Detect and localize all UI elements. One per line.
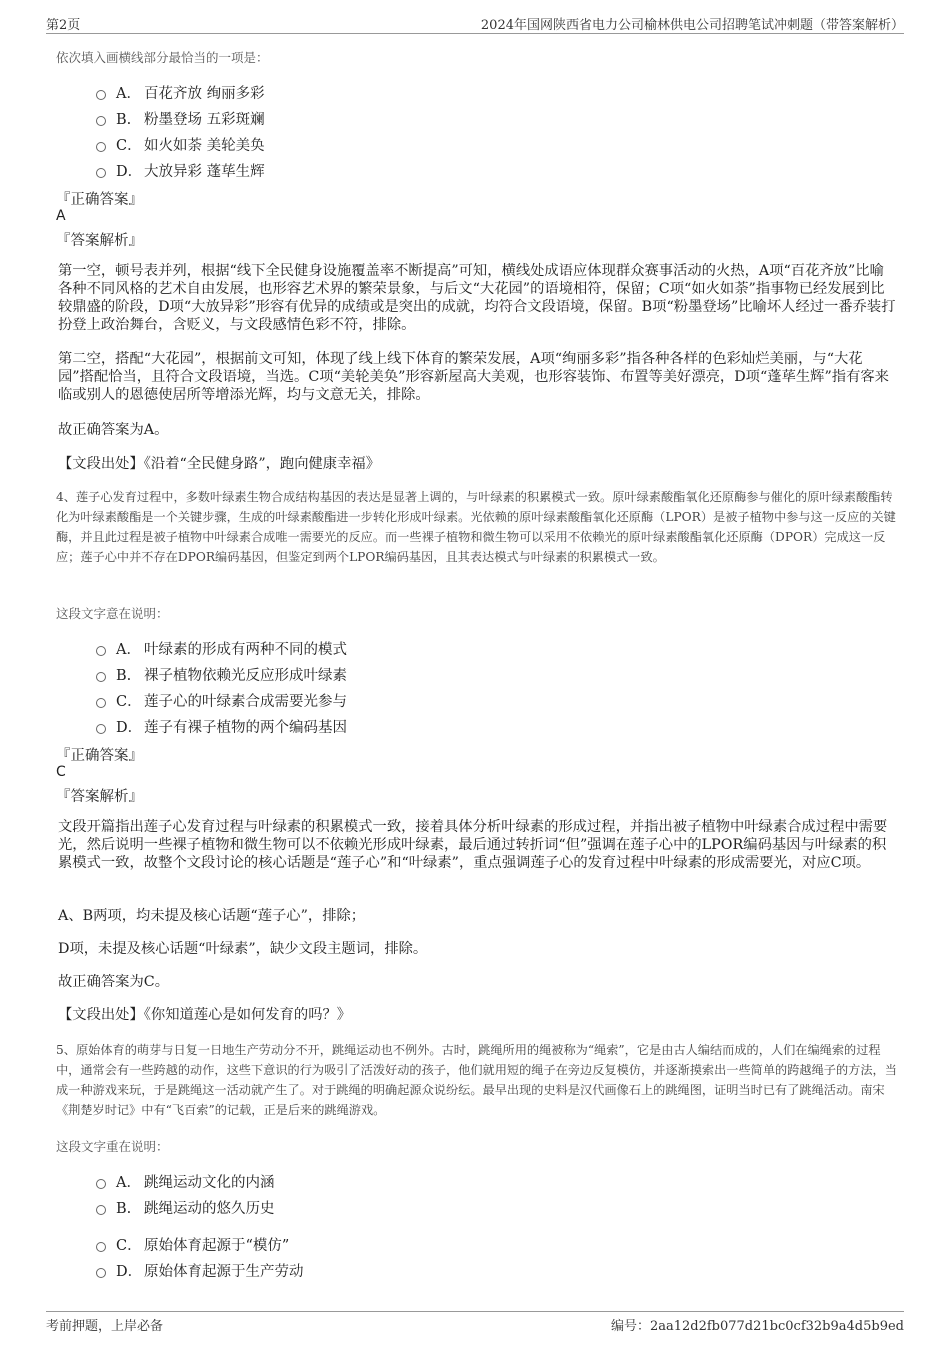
q3-analysis-label: 『答案解析』: [56, 233, 143, 249]
radio-icon[interactable]: [96, 90, 106, 100]
q3-option-a[interactable]: A． 百花齐放 绚丽多彩: [96, 82, 265, 104]
q3-analysis-p1: 第一空，顿号表并列，根据“线下全民健身设施覆盖率不断提高”可知，横线处成语应体现群众赛事活动的火热，A项“百花齐放”比喻各种不同风格的艺术自由发展，也形容艺术界的繁荣景象，与后文“大花园”的语境相符，保留；C项“如火如荼”指事物已经发展到比较鼎盛的阶段，D项“大放异彩”形容有优异的成绩或是突出的成就，均符合文段语境，保留。B项“粉墨登场”比喻坏人经过一番乔装打扮登上政治舞台，含贬义，与文段感情色彩不符，排除。: [58, 263, 896, 333]
q5-option-d[interactable]: D． 原始体育起源于生产劳动: [96, 1260, 304, 1282]
radio-icon[interactable]: [96, 1268, 106, 1278]
document-id: 编号：2aa12d2fb077d21bc0cf32b9a4d5b9ed: [610, 1319, 904, 1334]
q4-option-d[interactable]: D． 莲子有裸子植物的两个编码基因: [96, 716, 347, 738]
q3-source: 【文段出处】《沿着“全民健身路”，跑向健康幸福》: [58, 456, 380, 472]
q4-stem: 这段文字意在说明：: [56, 606, 169, 621]
radio-icon[interactable]: [96, 168, 106, 178]
radio-icon[interactable]: [96, 646, 106, 656]
q5-stem: 这段文字重在说明：: [56, 1139, 169, 1154]
radio-icon[interactable]: [96, 1205, 106, 1215]
q4-answer-label: 『正确答案』: [56, 748, 143, 764]
q4-analysis-p4: 故正确答案为C。: [58, 974, 170, 990]
footer-slogan: 考前押题，上岸必备: [46, 1319, 164, 1334]
q3-option-d[interactable]: D． 大放异彩 蓬荜生辉: [96, 160, 265, 182]
q5-option-a[interactable]: A． 跳绳运动文化的内涵: [96, 1171, 275, 1193]
page-number: 第2页: [46, 18, 81, 33]
q5-option-c[interactable]: C． 原始体育起源于“模仿”: [96, 1234, 289, 1256]
radio-icon[interactable]: [96, 116, 106, 126]
q4-analysis-p3: D项，未提及核心话题“叶绿素”，缺少文段主题词，排除。: [58, 941, 428, 957]
q4-option-b[interactable]: B. 裸子植物依赖光反应形成叶绿素: [96, 664, 347, 686]
q5-passage: 5、原始体育的萌芽与日复一日地生产劳动分不开，跳绳运动也不例外。古时，跳绳所用的绳被称为“绳索”，它是由古人编结而成的，人们在编绳索的过程中，通常会有一些跨越的动作，这些下意识的行为吸引了活泼好动的孩子，他们就用短的绳子在旁边反复模仿，并逐渐摸索出一些简单的跨越绳子的方法，当成一种游戏来玩，于是跳绳这一活动就产生了。对于跳绳的明确起源众说纷纭。最早出现的史料是汉代画像石上的跳绳图，证明当时已有了跳绳活动。南宋《荆楚岁时记》中有“飞百索”的记载，正是后来的跳绳游戏。: [56, 1043, 897, 1117]
q3-answer-label: 『正确答案』: [56, 192, 143, 208]
q3-answer: A: [56, 208, 66, 224]
q3-stem: 依次填入画横线部分最恰当的一项是：: [56, 50, 269, 65]
q4-analysis-label: 『答案解析』: [56, 789, 143, 805]
radio-icon[interactable]: [96, 1242, 106, 1252]
q4-passage: 4、莲子心发育过程中，多数叶绿素生物合成结构基因的表达是显著上调的，与叶绿素的积累模式一致。原叶绿素酸酯氧化还原酶参与催化的原叶绿素酸酯转化为叶绿素酸酯是一个关键步骤，生成的叶绿素酸酯进一步转化形成叶绿素。光依赖的原叶绿素酸酯氧化还原酶（LPOR）是被子植物中参与这一反应的关键酶，并且此过程是被子植物中叶绿素合成唯一需要光的反应。而一些裸子植物和微生物可以采用不依赖光的原叶绿素酸酯氧化还原酶（DPOR）完成这一反应；莲子心中并不存在DPOR编码基因，但鉴定到两个LPOR编码基因，且其表达模式与叶绿素的积累模式一致。: [56, 490, 896, 564]
q4-analysis-p2: A、B两项，均未提及核心话题“莲子心”，排除；: [58, 908, 366, 924]
q4-option-a[interactable]: A． 叶绿素的形成有两种不同的模式: [96, 638, 347, 660]
q3-analysis-p3: 故正确答案为A。: [58, 422, 169, 438]
q3-option-c[interactable]: C． 如火如荼 美轮美奂: [96, 134, 265, 156]
document-title: 2024年国网陕西省电力公司榆林供电公司招聘笔试冲刺题（带答案解析）: [480, 18, 904, 33]
radio-icon[interactable]: [96, 142, 106, 152]
q3-analysis-p2: 第二空，搭配“大花园”，根据前文可知，体现了线上线下体育的繁荣发展，A项“绚丽多彩”指各种各样的色彩灿烂美丽，与“大花园”搭配恰当，且符合文段语境，当选。C项“美轮美奂”形容新屋高大美观，也形容装饰、布置等美好漂亮，D项“蓬荜生辉”指有客来临或别人的恩德使居所等增添光辉，均与文意无关，排除。: [58, 351, 889, 403]
q4-analysis-p1: 文段开篇指出莲子心发育过程与叶绿素的积累模式一致，接着具体分析叶绿素的形成过程，并指出被子植物中叶绿素合成过程中需要光，然后说明一些裸子植物和微生物可以不依赖光形成叶绿素，最后通过转折词“但”强调在莲子心中的LPOR编码基因与叶绿素的积累模式一致，故整个文段讨论的核心话题是“莲子心”和“叶绿素”，重点强调莲子心的发育过程中叶绿素的形成需要光，对应C项。: [58, 819, 888, 871]
radio-icon[interactable]: [96, 724, 106, 734]
page-header: [46, 11, 904, 34]
page-footer: [46, 1311, 904, 1334]
q4-source: 【文段出处】《你知道莲心是如何发育的吗？》: [58, 1007, 352, 1023]
radio-icon[interactable]: [96, 672, 106, 682]
q4-option-c[interactable]: C． 莲子心的叶绿素合成需要光参与: [96, 690, 347, 712]
q5-option-b[interactable]: B. 跳绳运动的悠久历史: [96, 1197, 275, 1219]
q4-answer: C: [56, 764, 66, 780]
q3-option-b[interactable]: B. 粉墨登场 五彩斑斓: [96, 108, 265, 130]
radio-icon[interactable]: [96, 698, 106, 708]
radio-icon[interactable]: [96, 1179, 106, 1189]
